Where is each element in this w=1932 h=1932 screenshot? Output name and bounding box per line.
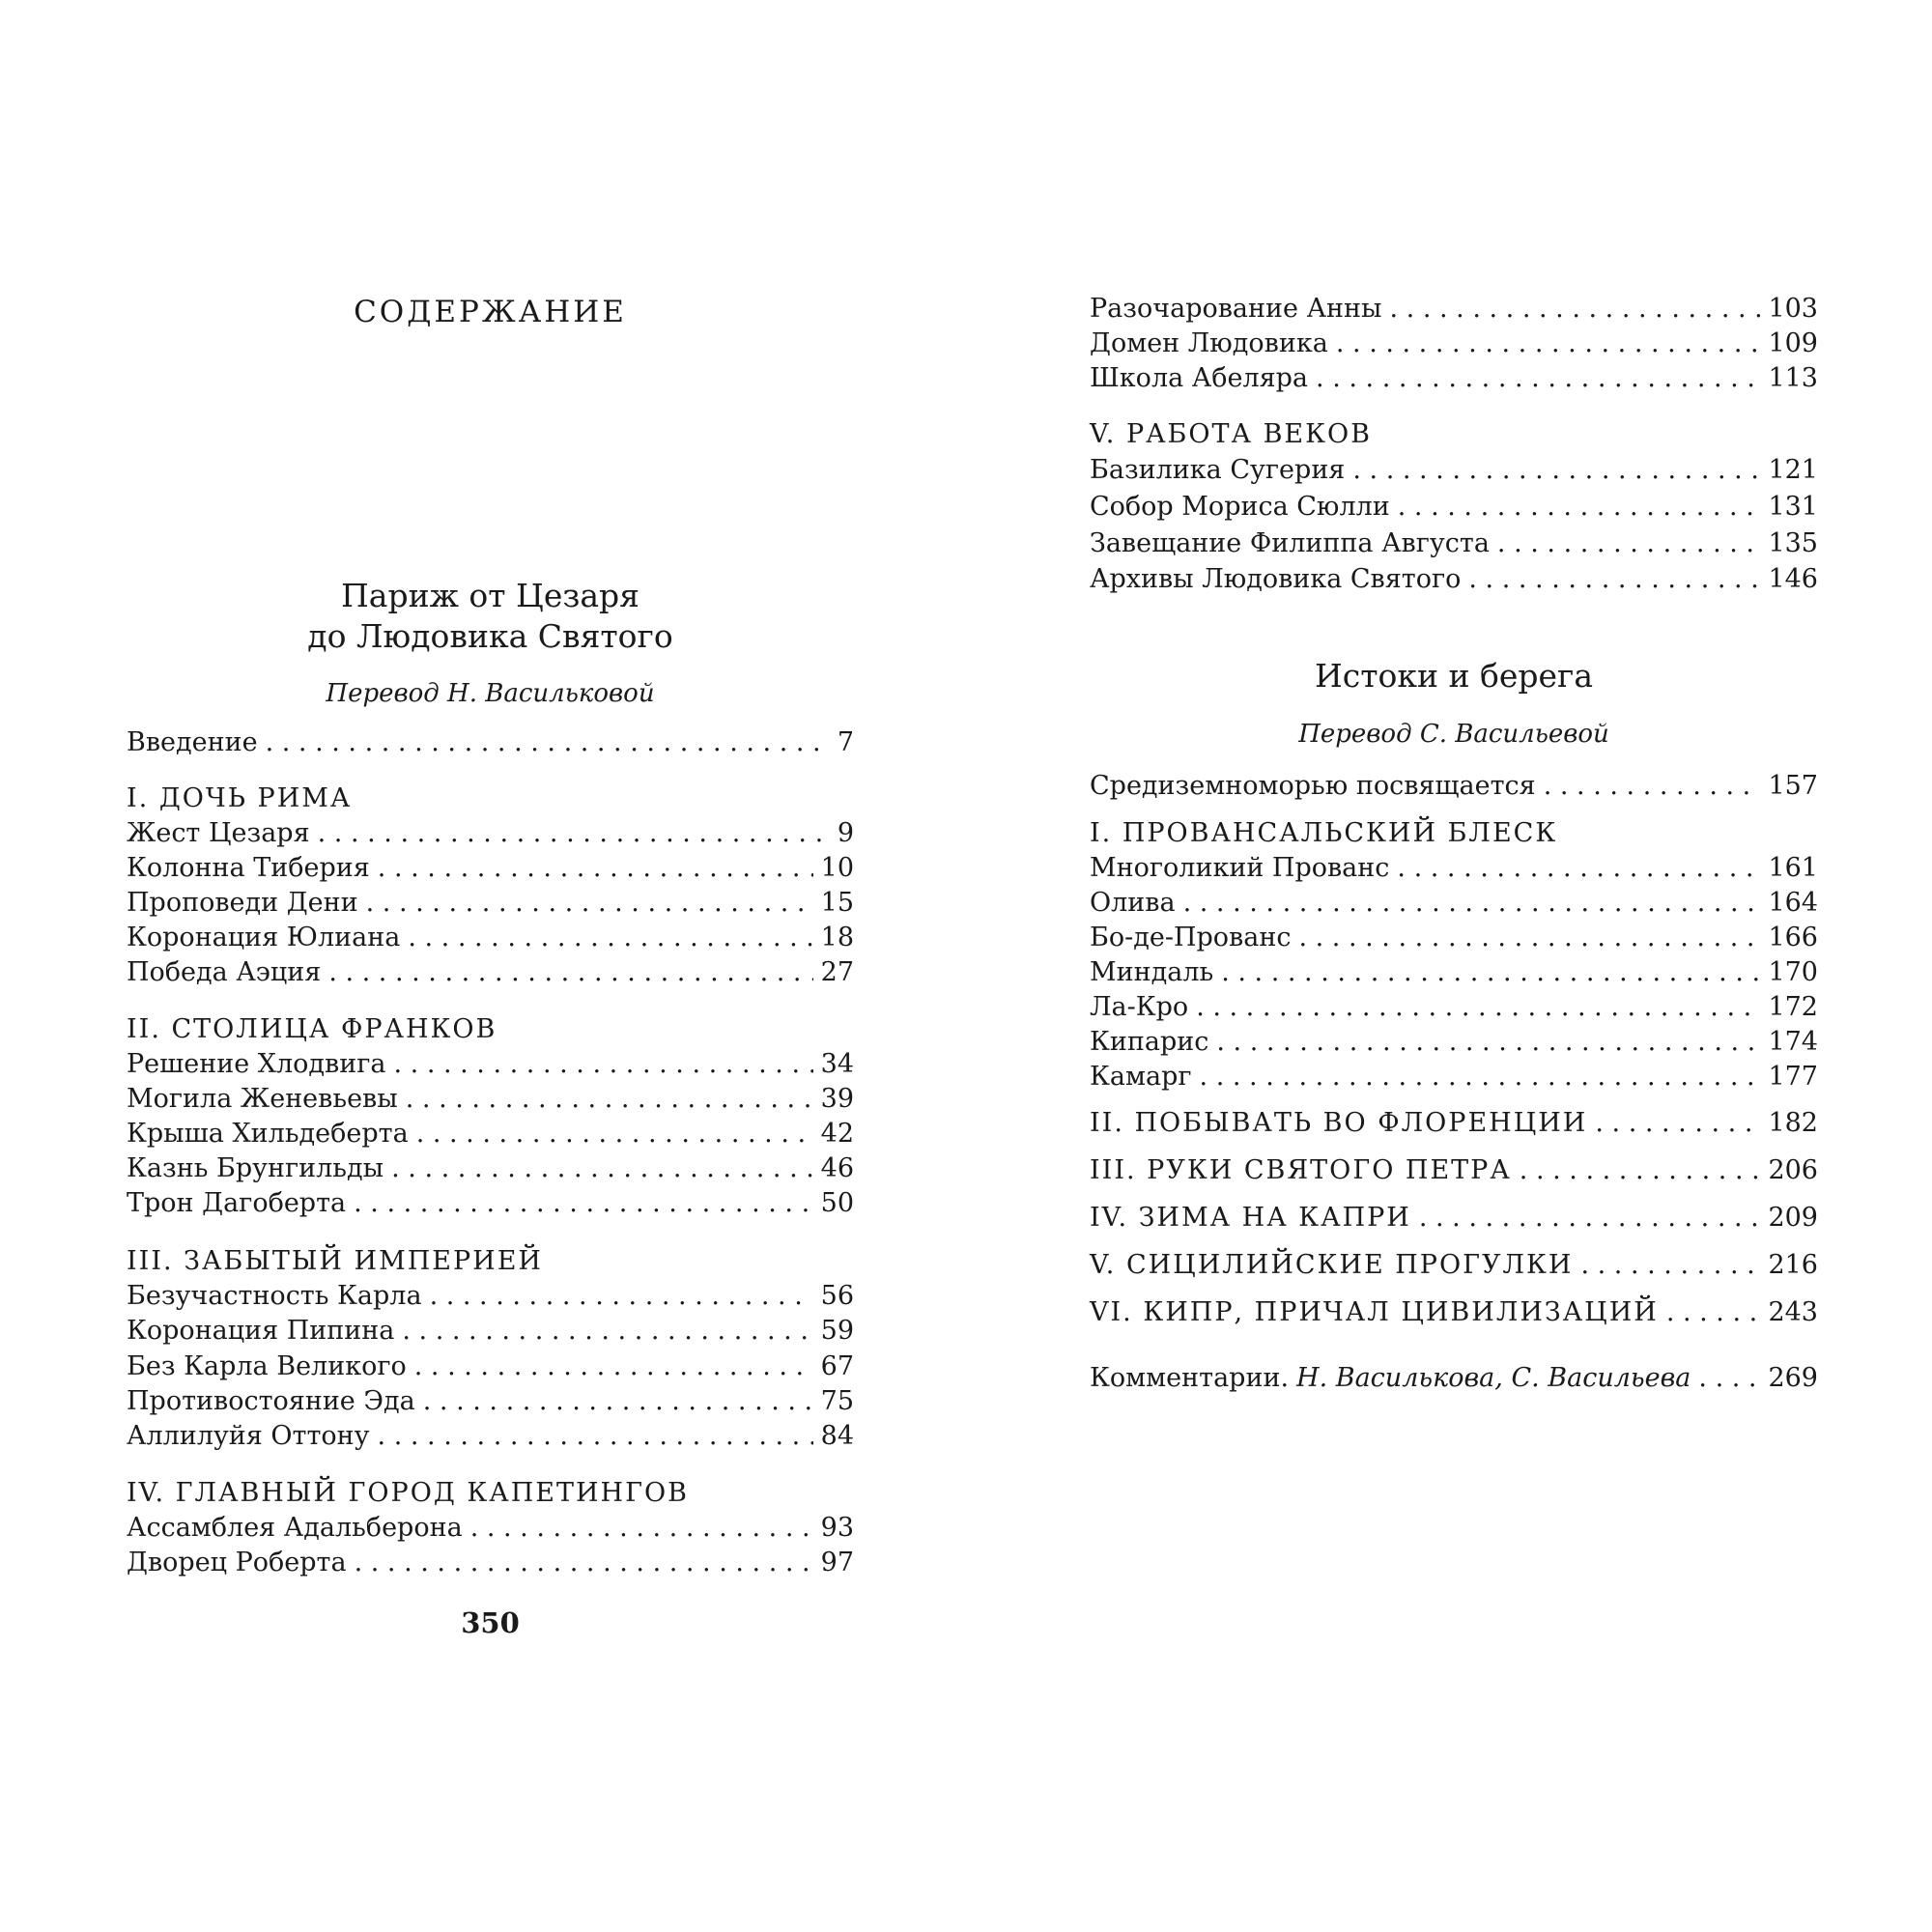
leader-dots: [1221, 955, 1760, 990]
leader-dots: [1316, 361, 1760, 396]
entry-title: Коронация Пипина: [127, 1316, 395, 1346]
toc-entry[interactable]: [1090, 292, 1818, 327]
leader-dots: [1544, 769, 1761, 804]
entry-page: 121: [1768, 455, 1818, 485]
toc-entry[interactable]: [127, 1117, 854, 1151]
entry-title: Архивы Людовика Святого: [1090, 564, 1462, 594]
toc-entry[interactable]: [1090, 526, 1818, 561]
entry-title: Без Карла Великого: [127, 1351, 407, 1381]
entry-page: 27: [820, 957, 854, 987]
entry-page: 39: [820, 1084, 854, 1114]
toc-entry[interactable]: [127, 1384, 854, 1419]
toc-entry[interactable]: [1090, 361, 1818, 396]
entry-title: Комментарии.: [1090, 1363, 1290, 1393]
entry-page: 59: [820, 1316, 854, 1346]
entry-title: Казнь Брунгильды: [127, 1153, 384, 1183]
leader-dots: [1497, 526, 1761, 561]
leader-dots: [1196, 990, 1760, 1025]
entry-page: 50: [820, 1188, 854, 1218]
toc-chapter[interactable]: [1090, 1248, 1818, 1283]
entry-page: 216: [1768, 1250, 1818, 1280]
entry-page: 56: [820, 1281, 854, 1311]
toc-entry[interactable]: [1090, 453, 1818, 488]
toc-entry[interactable]: [1090, 327, 1818, 361]
toc-chapter[interactable]: [1090, 1153, 1818, 1188]
leader-dots: [1216, 1025, 1760, 1060]
toc-entry[interactable]: [1090, 562, 1818, 597]
leader-dots: [1397, 851, 1760, 886]
entry-page: 146: [1768, 564, 1818, 594]
leader-dots: [1468, 562, 1760, 597]
entry-page: 46: [820, 1153, 854, 1183]
entry-title: Завещание Филиппа Августа: [1090, 528, 1490, 558]
entry-title: Школа Абеляра: [1090, 363, 1309, 393]
leader-dots: [1336, 327, 1761, 361]
leader-dots: [1595, 1106, 1760, 1141]
toc-entry[interactable]: [1090, 990, 1818, 1025]
toc-chapter[interactable]: [1090, 1106, 1818, 1141]
toc-entry-commentary[interactable]: [1090, 1361, 1818, 1396]
toc-entry[interactable]: [127, 1186, 854, 1221]
entry-title: Безучастность Карла: [127, 1281, 422, 1311]
entry-title: Миндаль: [1090, 957, 1214, 987]
entry-page: 75: [820, 1386, 854, 1416]
toc-entry[interactable]: [127, 1350, 854, 1384]
entry-page: 161: [1768, 853, 1818, 883]
entry-page: 18: [820, 923, 854, 952]
entry-page: 206: [1768, 1155, 1818, 1185]
leader-dots: [318, 816, 830, 851]
entry-page: 182: [1768, 1108, 1818, 1138]
part-heading: III. ЗАБЫТЫЙ ИМПЕРИЕЙ: [127, 1246, 543, 1276]
entry-title: Аллилуйя Оттону: [127, 1421, 370, 1451]
part-heading: IV. ГЛАВНЫЙ ГОРОД КАПЕТИНГОВ: [127, 1478, 689, 1508]
page-number: 350: [461, 1606, 520, 1639]
toc-entry[interactable]: [1090, 1025, 1818, 1060]
toc-entry[interactable]: [1090, 1060, 1818, 1094]
entry-page: 93: [820, 1513, 854, 1543]
leader-dots: [423, 1384, 813, 1419]
toc-entry[interactable]: [127, 1279, 854, 1314]
leader-dots: [1298, 921, 1760, 955]
entry-page: 103: [1768, 294, 1818, 324]
entry-title: II. ПОБЫВАТЬ ВО ФЛОРЕНЦИИ: [1090, 1108, 1588, 1138]
toc-entry[interactable]: [1090, 886, 1818, 921]
entry-page: 174: [1768, 1027, 1818, 1057]
toc-chapter[interactable]: [1090, 1295, 1818, 1330]
leader-dots: [1200, 1060, 1761, 1094]
toc-entry[interactable]: [127, 1511, 854, 1546]
entry-title: Ассамблея Адальберона: [127, 1513, 463, 1543]
leader-dots: [414, 1350, 813, 1384]
leader-dots: [378, 851, 813, 886]
entry-title: Домен Людовика: [1090, 328, 1328, 358]
entry-title: III. РУКИ СВЯТОГО ПЕТРА: [1090, 1155, 1512, 1185]
leader-dots: [470, 1511, 813, 1546]
entry-page: 269: [1768, 1363, 1818, 1393]
toc-entry[interactable]: [127, 1151, 854, 1186]
entry-page: 243: [1768, 1297, 1818, 1327]
entry-page: 172: [1768, 992, 1818, 1022]
toc-entry[interactable]: [1090, 955, 1818, 990]
toc-entry[interactable]: [127, 851, 854, 886]
entry-title: Базилика Сугерия: [1090, 455, 1346, 485]
entry-title: Средиземноморью посвящается: [1090, 771, 1536, 801]
entry-page: 113: [1768, 363, 1818, 393]
leader-dots: [1390, 292, 1761, 327]
toc-entry[interactable]: [127, 816, 854, 851]
entry-page: 177: [1768, 1062, 1818, 1092]
entry-title: VI. КИПР, ПРИЧАЛ ЦИВИЛИЗАЦИЙ: [1090, 1297, 1659, 1327]
entry-title: Камарг: [1090, 1062, 1192, 1092]
leader-dots: [266, 725, 830, 760]
entry-page: 84: [820, 1421, 854, 1451]
entry-page: 67: [820, 1351, 854, 1381]
leader-dots: [406, 1082, 813, 1117]
leader-dots: [1520, 1153, 1761, 1188]
entry-page: 42: [820, 1119, 854, 1149]
leader-dots: [416, 1117, 813, 1151]
leader-dots: [378, 1419, 813, 1454]
toc-entry-intro[interactable]: [127, 725, 854, 760]
commentary-authors: Н. Василькова, С. Васильева: [1296, 1363, 1691, 1393]
leader-dots: [328, 955, 812, 990]
part-heading: I. ДОЧЬ РИМА: [127, 783, 353, 813]
leader-dots: [1183, 886, 1761, 921]
entry-page: 157: [1768, 771, 1818, 801]
leader-dots: [1398, 490, 1761, 525]
entry-title: Олива: [1090, 888, 1176, 918]
leader-dots: [354, 1186, 813, 1221]
toc-entry[interactable]: [127, 1419, 854, 1454]
entry-title: Многоликий Прованс: [1090, 853, 1390, 883]
leader-dots: [1580, 1248, 1760, 1283]
toc-entry[interactable]: [127, 1047, 854, 1082]
entry-title: Жест Цезаря: [127, 818, 310, 848]
translator-credit: Перевод С. Васильевой: [1298, 720, 1609, 749]
entry-title: V. СИЦИЛИЙСКИЕ ПРОГУЛКИ: [1090, 1250, 1574, 1280]
entry-title: Крыша Хильдеберта: [127, 1119, 409, 1149]
entry-page: 97: [820, 1548, 854, 1577]
entry-title: Проповеди Дени: [127, 888, 358, 918]
toc-entry[interactable]: [1090, 851, 1818, 886]
book-title: Истоки и берега: [1315, 657, 1593, 695]
toc-entry[interactable]: [127, 1082, 854, 1117]
part-heading: II. СТОЛИЦА ФРАНКОВ: [127, 1014, 497, 1044]
leader-dots: [402, 1314, 812, 1349]
entry-page: 135: [1768, 528, 1818, 558]
entry-page: 131: [1768, 492, 1818, 522]
toc-entry[interactable]: [127, 886, 854, 921]
translator-credit: Перевод Н. Васильковой: [326, 679, 655, 708]
leader-dots: [1419, 1201, 1761, 1236]
leader-dots: [430, 1279, 813, 1314]
entry-title: Могила Женевьевы: [127, 1084, 398, 1114]
entry-page: 166: [1768, 923, 1818, 952]
entry-title: Дворец Роберта: [127, 1548, 347, 1577]
entry-title: IV. ЗИМА НА КАПРИ: [1090, 1203, 1411, 1233]
entry-page: 34: [820, 1049, 854, 1079]
entry-page: 7: [837, 727, 854, 757]
entry-title: Трон Дагоберта: [127, 1188, 347, 1218]
contents-title: СОДЕРЖАНИЕ: [354, 295, 627, 329]
entry-page: 209: [1768, 1203, 1818, 1233]
leader-dots: [391, 1151, 813, 1186]
entry-title: Колонна Тиберия: [127, 853, 370, 883]
toc-entry[interactable]: [127, 955, 854, 990]
toc-chapter[interactable]: [1090, 1201, 1818, 1236]
toc-entry[interactable]: [127, 1314, 854, 1349]
part-heading: I. ПРОВАНСАЛЬСКИЙ БЛЕСК: [1090, 818, 1558, 848]
entry-page: 9: [837, 818, 854, 848]
entry-page: 109: [1768, 328, 1818, 358]
entry-page: 170: [1768, 957, 1818, 987]
entry-title: Собор Мориса Сюлли: [1090, 492, 1390, 522]
toc-entry[interactable]: [127, 1546, 854, 1580]
book-title-line-2: до Людовика Святого: [307, 617, 673, 655]
entry-title: Кипарис: [1090, 1027, 1209, 1057]
entry-title: Решение Хлодвига: [127, 1049, 386, 1079]
entry-title: Введение: [127, 727, 258, 757]
leader-dots: [1666, 1295, 1761, 1330]
leader-dots: [366, 886, 813, 921]
entry-title: Бо-де-Прованс: [1090, 923, 1292, 952]
toc-entry[interactable]: [127, 921, 854, 955]
entry-page: 10: [820, 853, 854, 883]
entry-title: Разочарование Анны: [1090, 294, 1382, 324]
toc-entry-dedication[interactable]: [1090, 769, 1818, 804]
leader-dots: [393, 1047, 812, 1082]
book-title-line-1: Париж от Цезаря: [341, 577, 639, 614]
entry-page: 15: [820, 888, 854, 918]
entry-title: Коронация Юлиана: [127, 923, 401, 952]
toc-entry[interactable]: [1090, 490, 1818, 525]
toc-entry[interactable]: [1090, 921, 1818, 955]
entry-title: Противостояние Эда: [127, 1386, 415, 1416]
leader-dots: [1698, 1361, 1760, 1396]
part-heading: V. РАБОТА ВЕКОВ: [1090, 419, 1372, 449]
leader-dots: [355, 1546, 813, 1580]
entry-title: Ла-Кро: [1090, 992, 1189, 1022]
leader-dots: [1352, 453, 1760, 488]
entry-title: Победа Аэция: [127, 957, 322, 987]
entry-page: 164: [1768, 888, 1818, 918]
leader-dots: [408, 921, 812, 955]
